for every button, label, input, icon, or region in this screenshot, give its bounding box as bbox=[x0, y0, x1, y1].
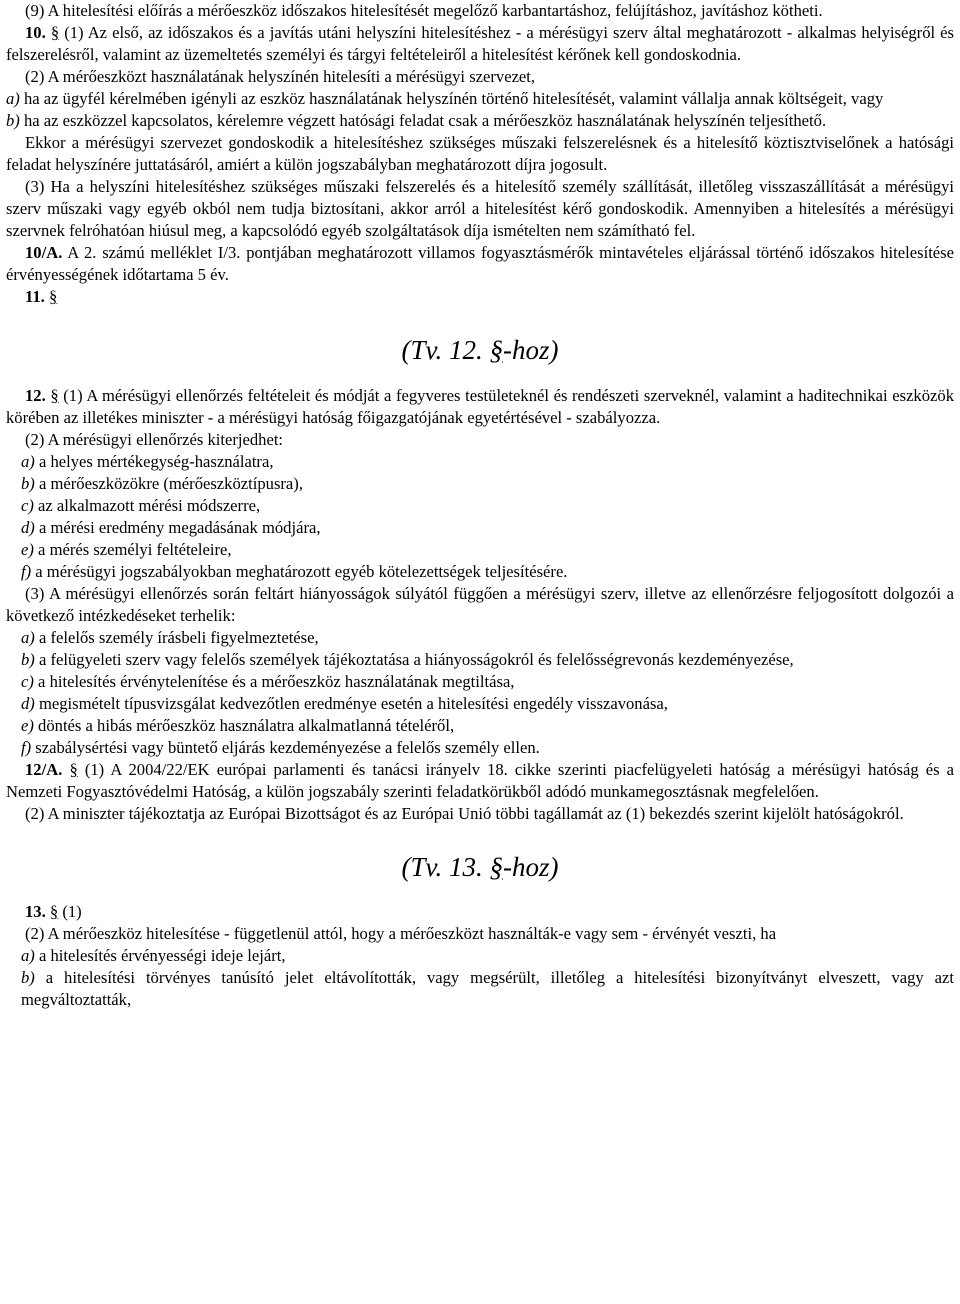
section-13-text: (1) bbox=[58, 902, 82, 921]
section-13-paragraph-2: (2) A mérőeszköz hitelesítése - függetlenül attól, hogy a mérőeszközt használták-e vagy sem - érvényét veszti, ha bbox=[25, 924, 777, 943]
heading-prefix: (Tv. 13. bbox=[401, 852, 490, 882]
section-10-text: (1) Az első, az időszakos és a javítás utáni helyszíni hitelesítéshez - a mérésügyi szerv által meghatározott - alkalmas helyiségről és felszerelésről, valamint az üzemeltetés személyi és tárgyi feltételeiről a hitelesítést kérőnek kell gondoskodnia. bbox=[6, 23, 954, 64]
point-label: d) bbox=[21, 694, 35, 713]
point-text: a hitelesítési törvényes tanúsító jelet eltávolították, vagy megsérült, illetőleg a hitelesítési bizonyítványt elveszett, vagy azt megváltoztatták, bbox=[21, 968, 954, 1009]
section-sign-link[interactable]: § bbox=[50, 386, 59, 405]
section-sign-link[interactable]: § bbox=[489, 335, 503, 365]
point-label: c) bbox=[21, 496, 34, 515]
section-10a-number: 10/A. bbox=[25, 243, 63, 262]
section-10-point-b bbox=[6, 110, 954, 132]
section-12a-paragraph-1 bbox=[6, 759, 954, 803]
paragraph-9: (9) A hitelesítési előírás a mérőeszköz időszakos hitelesítését megelőző karbantartáshoz, felújításhoz, javításhoz kötheti. bbox=[25, 1, 823, 20]
section-12-paragraph-3: (3) A mérésügyi ellenőrzés során feltárt hiányosságok súlyától függően a mérésügyi szerv, illetve az ellenőrzésre feljogosított dolgozói a következő intézkedéseket terhelik: bbox=[6, 584, 954, 625]
point-text: ha az eszközzel kapcsolatos, kérelemre végzett hatósági feladat csak a mérőeszköz használatának helyszínén teljesíthető. bbox=[19, 111, 827, 130]
point-label: a) bbox=[21, 946, 35, 965]
point-label: d) bbox=[21, 518, 35, 537]
point-text: döntés a hibás mérőeszköz használatra alkalmatlanná tételéről, bbox=[33, 716, 455, 735]
section-sign-link[interactable]: § bbox=[489, 852, 503, 882]
point-text: szabálysértési vagy büntető eljárás kezdeményezése a felelős személy ellen. bbox=[31, 738, 540, 757]
section-sign-link[interactable]: § bbox=[48, 287, 58, 306]
point-text: a hitelesítés érvényességi ideje lejárt, bbox=[34, 946, 286, 965]
point-label: b) bbox=[21, 474, 35, 493]
point-text: ha az ügyfél kérelmében igényli az eszköz használatának helyszínén történő hitelesítését, valamint vállalja annak költségeit, vagy bbox=[19, 89, 884, 108]
section-12a-text: (1) A 2004/22/EK európai parlamenti és tanácsi irányelv 18. cikke szerinti piacfelügyeleti hatóság a mérésügyi hatóság és a Nemzeti Fogyasztóvédelmi Hatóság, a külön jogszabály szerinti feladatkörükből adódó munkamegosztásnak megfelelően. bbox=[6, 760, 954, 801]
section-10-paragraph-1 bbox=[6, 22, 954, 66]
section-10-ekkor: Ekkor a mérésügyi szervezet gondoskodik a hitelesítéshez szükséges műszaki felszerelésnek és a hitelesítő köztisztviselőnek a hatósági feladat helyszínére juttatásáról, amiért a külön jogszabályban meghatározott díjra jogosult. bbox=[6, 133, 954, 174]
section-sign-link[interactable]: § bbox=[49, 902, 59, 921]
section-12-list-2 bbox=[6, 451, 954, 583]
heading-prefix: (Tv. 12. bbox=[401, 335, 490, 365]
point-text: a mérésügyi jogszabályokban meghatározott egyéb kötelezettségek teljesítésére. bbox=[31, 562, 568, 581]
point-text: a mérés személyi feltételeire, bbox=[33, 540, 232, 559]
point-label: a) bbox=[6, 89, 20, 108]
section-10a bbox=[6, 242, 954, 286]
section-10-number: 10. bbox=[25, 23, 46, 42]
section-12-text: (1) A mérésügyi ellenőrzés feltételeit és módját a fegyveres testületeknél és rendészeti szerveknél, valamint a haditechnikai eszközök körében az illetékes miniszter - a mérésügyi hatóság főigazgatójának egyetértésével - szabályozza. bbox=[6, 386, 954, 427]
section-12-paragraph-2: (2) A mérésügyi ellenőrzés kiterjedhet: bbox=[25, 430, 284, 449]
list-item bbox=[21, 671, 954, 693]
point-label: c) bbox=[21, 672, 34, 691]
point-label: f) bbox=[21, 738, 32, 757]
section-12-list-3 bbox=[6, 627, 954, 759]
point-label: a) bbox=[21, 628, 35, 647]
list-item bbox=[21, 451, 954, 473]
point-label: e) bbox=[21, 540, 34, 559]
point-text: a helyes mértékegység-használatra, bbox=[34, 452, 274, 471]
section-12-number: 12. bbox=[25, 386, 46, 405]
section-13-paragraph-1 bbox=[6, 901, 954, 923]
list-item bbox=[21, 517, 954, 539]
point-label: b) bbox=[21, 968, 35, 987]
list-item bbox=[21, 693, 954, 715]
point-text: a felelős személy írásbeli figyelmeztetése, bbox=[34, 628, 319, 647]
list-item bbox=[21, 539, 954, 561]
section-11 bbox=[6, 286, 954, 308]
list-item bbox=[21, 715, 954, 737]
heading-suffix: -hoz) bbox=[503, 335, 559, 365]
section-sign-link[interactable]: § bbox=[50, 23, 60, 42]
section-10-paragraph-2: (2) A mérőeszközt használatának helyszínén hitelesíti a mérésügyi szervezet, bbox=[25, 67, 536, 86]
point-text: a mérőeszközökre (mérőeszköztípusra), bbox=[34, 474, 303, 493]
point-label: a) bbox=[21, 452, 35, 471]
heading-tv-13 bbox=[6, 852, 954, 882]
section-10-paragraph-3: (3) Ha a helyszíni hitelesítéshez szükséges műszaki felszerelés és a hitelesítő személy szállítását, illetőleg visszaszállítását a mérésügyi szerv műszaki vagy egyéb okból nem tudja biztosítani, akkor arról a hitelesítést kérő gondoskodik. Amennyiben a hitelesítés a mérésügyi szervnek felróhatóan hiúsul meg, a kapcsolódó egyéb szolgáltatások díja ismételten nem számítható fel. bbox=[6, 177, 954, 240]
section-sign-link[interactable]: § bbox=[69, 760, 78, 779]
point-text: a felügyeleti szerv vagy felelős személyek tájékoztatása a hiányosságokról és felelősségrevonás kezdeményezése, bbox=[34, 650, 794, 669]
section-13-number: 13. bbox=[25, 902, 46, 921]
section-10-point-a bbox=[6, 88, 954, 110]
section-13-point-a bbox=[21, 945, 954, 967]
list-item bbox=[21, 627, 954, 649]
point-label: b) bbox=[21, 650, 35, 669]
section-12-paragraph-1 bbox=[6, 385, 954, 429]
point-text: az alkalmazott mérési módszerre, bbox=[33, 496, 261, 515]
heading-suffix: -hoz) bbox=[503, 852, 559, 882]
point-text: megismételt típusvizsgálat kedvezőtlen eredménye esetén a hitelesítési engedély visszavonása, bbox=[34, 694, 668, 713]
point-label: b) bbox=[6, 111, 20, 130]
point-label: e) bbox=[21, 716, 34, 735]
section-12a-number: 12/A. bbox=[25, 760, 63, 779]
section-10a-text: A 2. számú melléklet I/3. pontjában meghatározott villamos fogyasztásmérők mintavételes eljárással történő időszakos hitelesítése érvényességének időtartama 5 év. bbox=[6, 243, 954, 284]
section-11-number: 11. bbox=[25, 287, 45, 306]
list-item bbox=[21, 473, 954, 495]
list-item bbox=[21, 495, 954, 517]
list-item bbox=[21, 737, 954, 759]
list-item bbox=[21, 561, 954, 583]
list-item bbox=[21, 649, 954, 671]
section-13-point-b bbox=[21, 967, 954, 1011]
point-text: a mérési eredmény megadásának módjára, bbox=[34, 518, 321, 537]
point-label: f) bbox=[21, 562, 32, 581]
heading-tv-12 bbox=[6, 335, 954, 365]
point-text: a hitelesítés érvénytelenítése és a mérőeszköz használatának megtiltása, bbox=[33, 672, 515, 691]
section-12a-paragraph-2: (2) A miniszter tájékoztatja az Európai Bizottságot és az Európai Unió többi tagállamát az (1) bekezdés szerint kijelölt hatóságokról. bbox=[25, 804, 904, 823]
